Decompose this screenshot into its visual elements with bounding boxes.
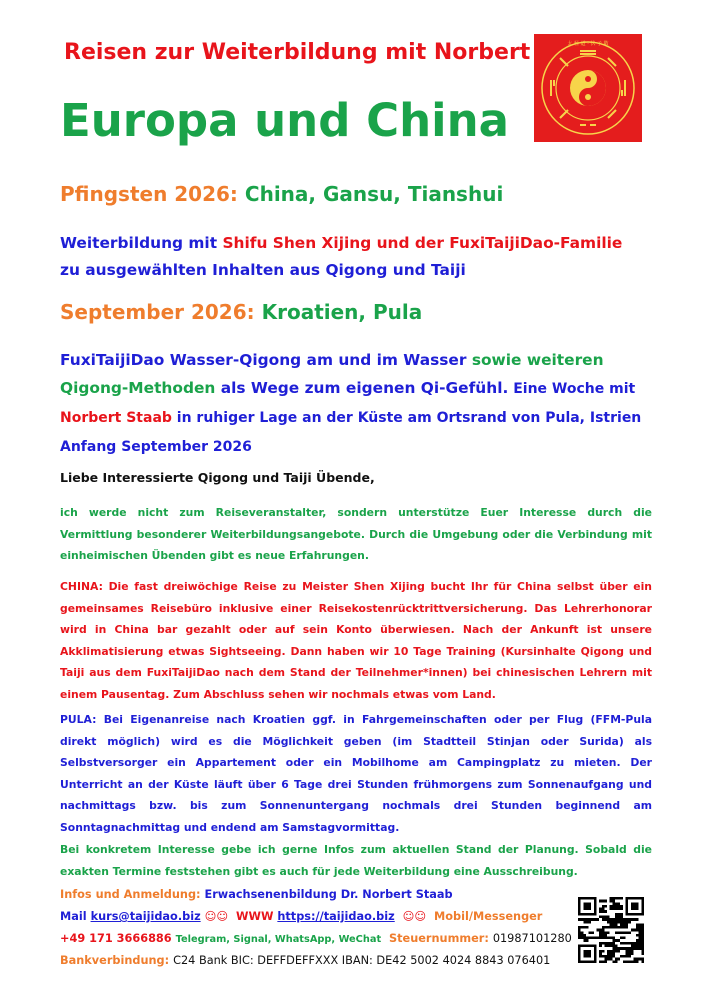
trip-croatia-desc-2: sowie weiteren Qigong-Methoden — [60, 351, 604, 397]
phone-number: +49 171 3666886 — [60, 932, 172, 945]
trip-china-desc-topic: zu ausgewählten Inhalten aus Qigong und Taiji — [60, 261, 466, 279]
www-label: WWW — [236, 910, 274, 923]
bank-details: C24 Bank BIC: DEFFDEFFXXX IBAN: DE42 5002 4024 8843 076401 — [173, 954, 551, 967]
footer-info-line — [60, 888, 453, 901]
trip-croatia-desc-1: FuxiTaijiDao Wasser-Qigong am und im Wasser — [60, 351, 472, 369]
mail-label: Mail — [60, 910, 87, 923]
trip-croatia-teacher: Norbert Staab — [60, 410, 172, 426]
page-title: Europa und China — [60, 94, 509, 147]
messenger-label: Mobil/Messenger — [434, 910, 543, 923]
header-subtitle: Reisen zur Weiterbildung mit Norbert — [64, 40, 531, 65]
footer-contact-line — [60, 910, 542, 923]
trip-croatia-heading — [60, 300, 422, 324]
greeting: Liebe Interessierte Qigong und Taiji Übende, — [60, 470, 375, 485]
trip-china-place: China, Gansu, Tianshui — [244, 182, 504, 206]
trip-china-heading — [60, 182, 503, 206]
trip-croatia-desc-3: als Wege zum eigenen Qi-Gefühl. — [215, 379, 509, 397]
trip-croatia-date: September 2026: — [60, 300, 255, 324]
qr-code[interactable] — [578, 897, 644, 963]
trip-china-desc-text: Weiterbildung mit — [60, 234, 223, 252]
intro-paragraph: ich werde nicht zum Reiseveranstalter, sondern unterstütze Euer Interesse durch die Vermittlung besonderer Weiterbildungsangebote. Durch die Umgebung oder die Verbindung mit einheimischen Übenden gibt es neue Erfahrungen. — [60, 506, 652, 562]
trip-croatia-description — [60, 346, 664, 461]
trip-croatia-desc-4: Eine Woche mit — [508, 381, 636, 397]
smiley-icon: ☺☺ — [204, 910, 229, 923]
yin-yang-emblem-icon — [534, 34, 642, 142]
svg-text:太 極 道 · 伏 子 敬: 太 極 道 · 伏 子 敬 — [567, 41, 609, 47]
trip-china-description — [60, 230, 660, 284]
smiley-icon: ☺☺ — [402, 910, 427, 923]
info-label: Infos und Anmeldung: — [60, 888, 201, 901]
trip-croatia-desc-6: in ruhiger Lage an der Küste am Ortsrand von Pula, Istrien Anfang September 2026 — [60, 410, 642, 455]
bank-label: Bankverbindung: — [60, 954, 170, 967]
taijidao-logo — [534, 34, 642, 142]
qr-code-icon — [578, 897, 644, 963]
website-link[interactable]: https://taijidao.biz — [277, 910, 395, 923]
footer-phone-line — [60, 932, 572, 945]
tax-label: Steuernummer: — [389, 932, 489, 945]
trip-china-teacher: Shifu Shen Xijing und der FuxiTaijiDao-Familie — [222, 234, 623, 252]
closing-paragraph: Bei konkretem Interesse gebe ich gerne Infos zum aktuellen Stand der Planung. Sobald die exakten Termine feststehen gibt es auch für jede Weiterbildung eine Ausschreibung. — [60, 843, 652, 878]
organization: Erwachsenenbildung Dr. Norbert Staab — [204, 888, 453, 901]
trip-croatia-place: Kroatien, Pula — [261, 300, 423, 324]
messenger-list: Telegram, Signal, WhatsApp, WeChat — [175, 934, 382, 945]
china-paragraph: CHINA: Die fast dreiwöchige Reise zu Meister Shen Xijing bucht Ihr für China selbst über ein gemeinsames Reisebüro inklusive einer Reisekostenrücktrittversicherung. Das Lehrerhonorar wird in China bar gezahlt oder auf sein Konto überwiesen. Nach der Ankunft ist unsere Akklimatisierung etwas Sightseeing. Dann haben wir 10 Tage Training (Kursinhalte Qigong und Taiji aus dem FuxiTaijiDao nach dem Stand der Teilnehmer*innen) bei chinesischen Lehrern mit einem Pausentag. Zum Abschluss sehen wir nochmals etwas vom Land. — [60, 580, 652, 701]
tax-number: 01987101280 — [492, 932, 572, 945]
footer-bank-line — [60, 954, 550, 967]
trip-china-date: Pfingsten 2026: — [60, 182, 238, 206]
pula-paragraph: PULA: Bei Eigenanreise nach Kroatien ggf. in Fahrgemeinschaften oder per Flug (FFM-Pula direkt möglich) wird es die Möglichkeit geben (im Stadtteil Stinjan oder Surida) als Selbstversorger ein Appartement oder ein Mobilhome am Campingplatz zu mieten. Der Unterricht an der Küste läuft über 6 Tage drei Stunden frühmorgens zum Sonnenaufgang und nachmittags bzw. bis zum Sonnenuntergang nochmals drei Stunden beginnend am Sonntagnachmittag und endend am Samstagvormittag. — [60, 713, 652, 834]
email-link[interactable]: kurs@taijidao.biz — [90, 910, 201, 923]
